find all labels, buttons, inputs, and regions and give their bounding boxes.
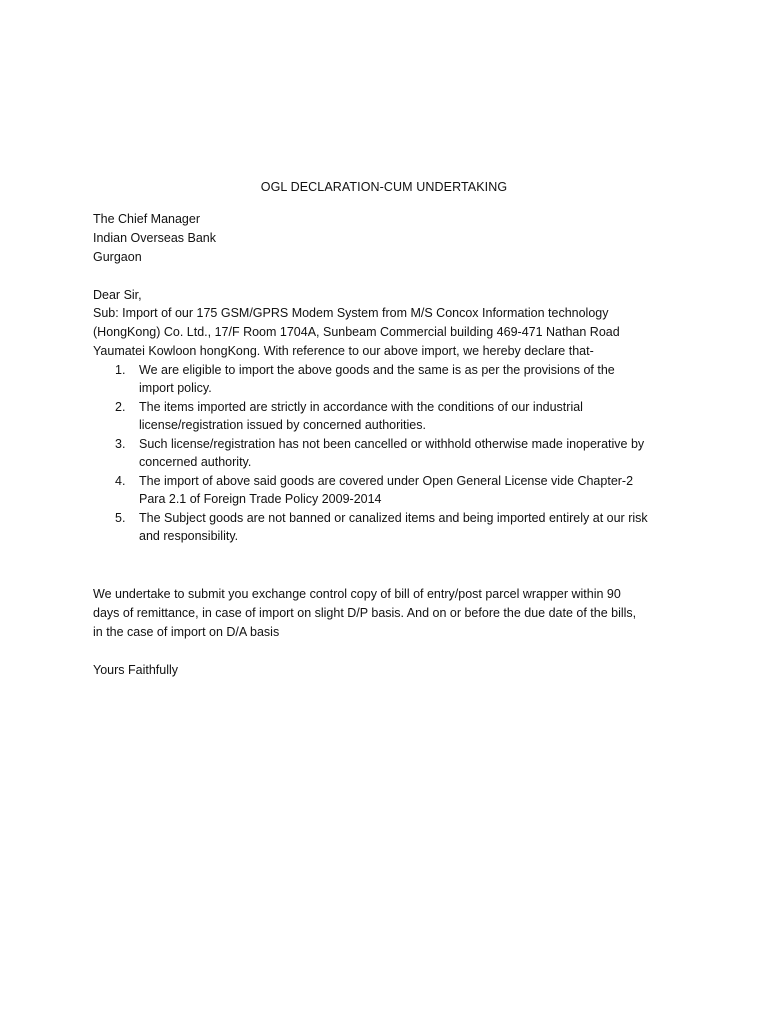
recipient-line: Indian Overseas Bank <box>93 231 216 245</box>
undertaking-paragraph <box>93 585 693 642</box>
declaration-text: concerned authority. <box>139 455 252 469</box>
declaration-list <box>93 361 683 546</box>
subject-line: (HongKong) Co. Ltd., 17/F Room 1704A, Sunbeam Commercial building 469-471 Nathan Road <box>93 325 620 339</box>
declaration-item <box>93 472 683 508</box>
declaration-number: 2. <box>115 400 126 414</box>
declaration-item <box>93 435 683 471</box>
subject-line: Sub: Import of our 175 GSM/GPRS Modem System from M/S Concox Information technology <box>93 306 609 320</box>
declaration-text: import policy. <box>139 381 212 395</box>
declaration-text: We are eligible to import the above goods and the same is as per the provisions of the <box>139 363 615 377</box>
declaration-text: Para 2.1 of Foreign Trade Policy 2009-2014 <box>139 492 382 506</box>
declaration-text: The import of above said goods are covered under Open General License vide Chapter-2 <box>139 474 634 488</box>
declaration-text: Such license/registration has not been cancelled or withhold otherwise made inoperative by <box>139 437 645 451</box>
recipient-line: Gurgaon <box>93 250 142 264</box>
subject-line: Yaumatei Kowloon hongKong. With reference to our above import, we hereby declare that- <box>93 344 594 358</box>
subject-paragraph <box>93 304 653 361</box>
declaration-number: 5. <box>115 511 126 525</box>
declaration-text: The Subject goods are not banned or canalized items and being imported entirely at our risk <box>139 511 648 525</box>
document-title: OGL DECLARATION-CUM UNDERTAKING <box>260 180 508 194</box>
declaration-item <box>93 509 683 545</box>
undertaking-line: days of remittance, in case of import on slight D/P basis. And on or before the due date of the bills, <box>93 606 637 620</box>
declaration-item <box>93 398 683 434</box>
recipient-address <box>93 210 216 267</box>
salutation: Dear Sir, <box>93 288 142 302</box>
declaration-text: and responsibility. <box>139 529 239 543</box>
declaration-number: 1. <box>115 363 126 377</box>
undertaking-line: We undertake to submit you exchange control copy of bill of entry/post parcel wrapper within 90 <box>93 587 621 601</box>
recipient-line: The Chief Manager <box>93 212 201 226</box>
declaration-text: license/registration issued by concerned authorities. <box>139 418 426 432</box>
declaration-number: 4. <box>115 474 126 488</box>
declaration-number: 3. <box>115 437 126 451</box>
declaration-item <box>93 361 683 397</box>
declaration-text: The items imported are strictly in accordance with the conditions of our industrial <box>139 400 583 414</box>
closing-line: Yours Faithfully <box>93 663 178 677</box>
undertaking-line: in the case of import on D/A basis <box>93 625 280 639</box>
